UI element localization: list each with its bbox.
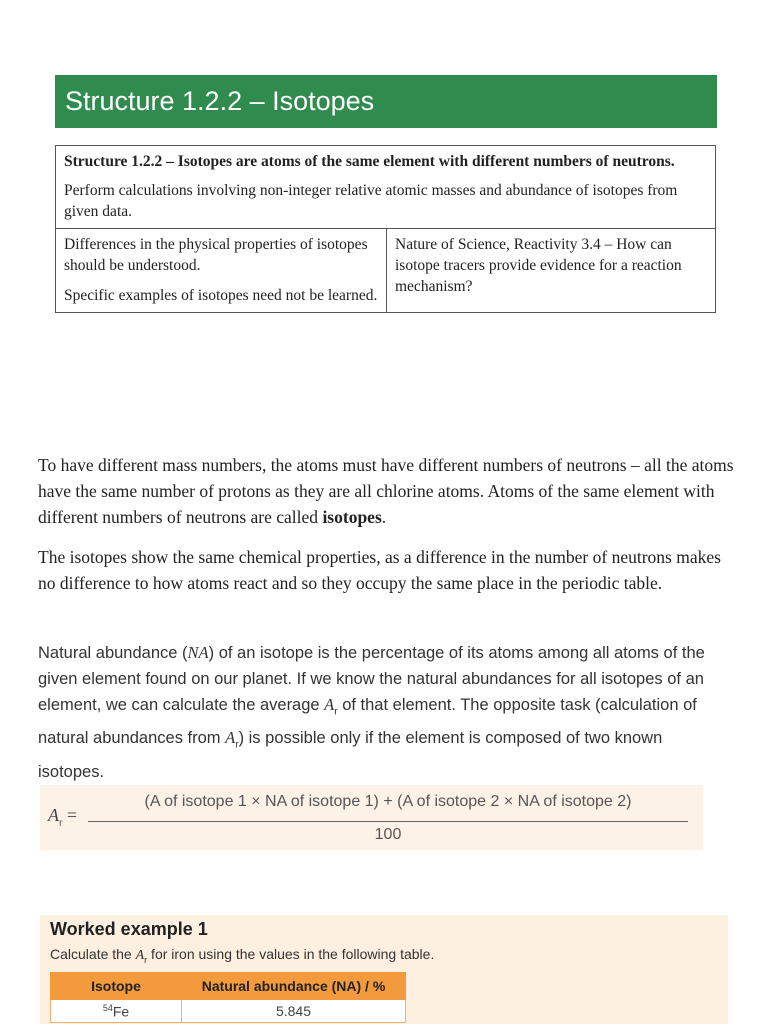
syllabus-left-p2: Specific examples of isotopes need not be learned.: [64, 287, 378, 304]
section-banner: [55, 75, 717, 128]
banner-title: Structure 1.2.2 – Isotopes: [65, 86, 375, 116]
table-row: [51, 1000, 406, 1023]
syllabus-header-cell: [56, 146, 716, 229]
paragraph-natural-abundance: [38, 640, 728, 785]
worked-example-title: Worked example 1: [50, 919, 208, 939]
prompt-post: for iron using the values in the following table.: [147, 946, 435, 962]
syllabus-right-p1: Nature of Science, Reactivity 3.4 – How can isotope tracers provide evidence for a reaction mechanism?: [395, 236, 682, 295]
isotopes-term: isotopes: [322, 507, 382, 527]
syllabus-left-cell: [56, 229, 387, 313]
prompt-ar-r: r: [144, 954, 148, 965]
para3-text-b: of that element. The opposite task (calculation of natural abundances from: [38, 696, 697, 748]
formula-lhs: [48, 805, 77, 829]
ar-symbol-1: A: [324, 695, 335, 714]
syllabus-left-p1: Differences in the physical properties of isotopes should be understood.: [64, 236, 368, 274]
para3-text-a: ) of an isotope is the percentage of its atoms among all atoms of the given element found on our planet. If we know the natural abundances for all isotopes of an element, we can calculate the average: [38, 644, 705, 714]
formula-denominator: 100: [374, 826, 402, 843]
worked-example-box: [40, 915, 728, 1024]
ar-subscript-1: r: [334, 706, 338, 718]
ar-formula: [40, 785, 703, 850]
isotope-symbol: Fe: [112, 1003, 130, 1020]
para3-text-c: ) is possible only if the element is composed of two known isotopes.: [38, 729, 663, 781]
ar-symbol-2: A: [225, 728, 236, 748]
formula-numerator: (A of isotope 1 × NA of isotope 1) + (A of isotope 2 × NA of isotope 2): [144, 793, 632, 810]
formula-lhs-subscript: r: [59, 817, 63, 829]
col-isotope: Isotope: [51, 973, 182, 1000]
syllabus-right-cell: [387, 229, 716, 313]
col-abundance: Natural abundance (NA) / %: [182, 973, 406, 1000]
isotope-mass-number: 54: [102, 1002, 113, 1013]
fraction-bar: [88, 821, 688, 822]
abundance-cell: 5.845: [182, 1000, 406, 1023]
syllabus-heading: Structure 1.2.2 – Isotopes are atoms of the same element with different numbers of neutrons.: [64, 153, 675, 170]
paragraph-isotopes-definition: [38, 452, 738, 530]
para1-main-text: To have different mass numbers, the atoms must have different numbers of neutrons – all the atoms have the same number of protons as they are all chlorine atoms. Atoms of the same element with different numbers of neutrons are called: [38, 455, 734, 527]
prompt-ar-a: A: [135, 948, 145, 963]
na-symbol: NA: [187, 643, 209, 662]
ar-subscript-2: r: [235, 739, 239, 751]
isotope-cell: [51, 1000, 182, 1023]
prompt-pre: Calculate the: [50, 946, 136, 962]
syllabus-box: [55, 145, 716, 313]
para1-end: .: [381, 507, 387, 527]
formula-lhs-a: A: [48, 805, 59, 825]
paragraph-chemical-properties: The isotopes show the same chemical properties, as a difference in the number of neutrons makes no difference to how atoms react and so they occupy the same place in the periodic table.: [38, 547, 721, 593]
syllabus-calc-text: Perform calculations involving non-integer relative atomic masses and abundance of isotopes from given data.: [64, 182, 678, 220]
formula-equals: =: [66, 805, 77, 825]
para3-lead: Natural abundance (: [38, 644, 188, 662]
isotope-table: [50, 972, 406, 1023]
isotope-table-header: [51, 973, 406, 1000]
worked-example-prompt: [50, 946, 434, 965]
